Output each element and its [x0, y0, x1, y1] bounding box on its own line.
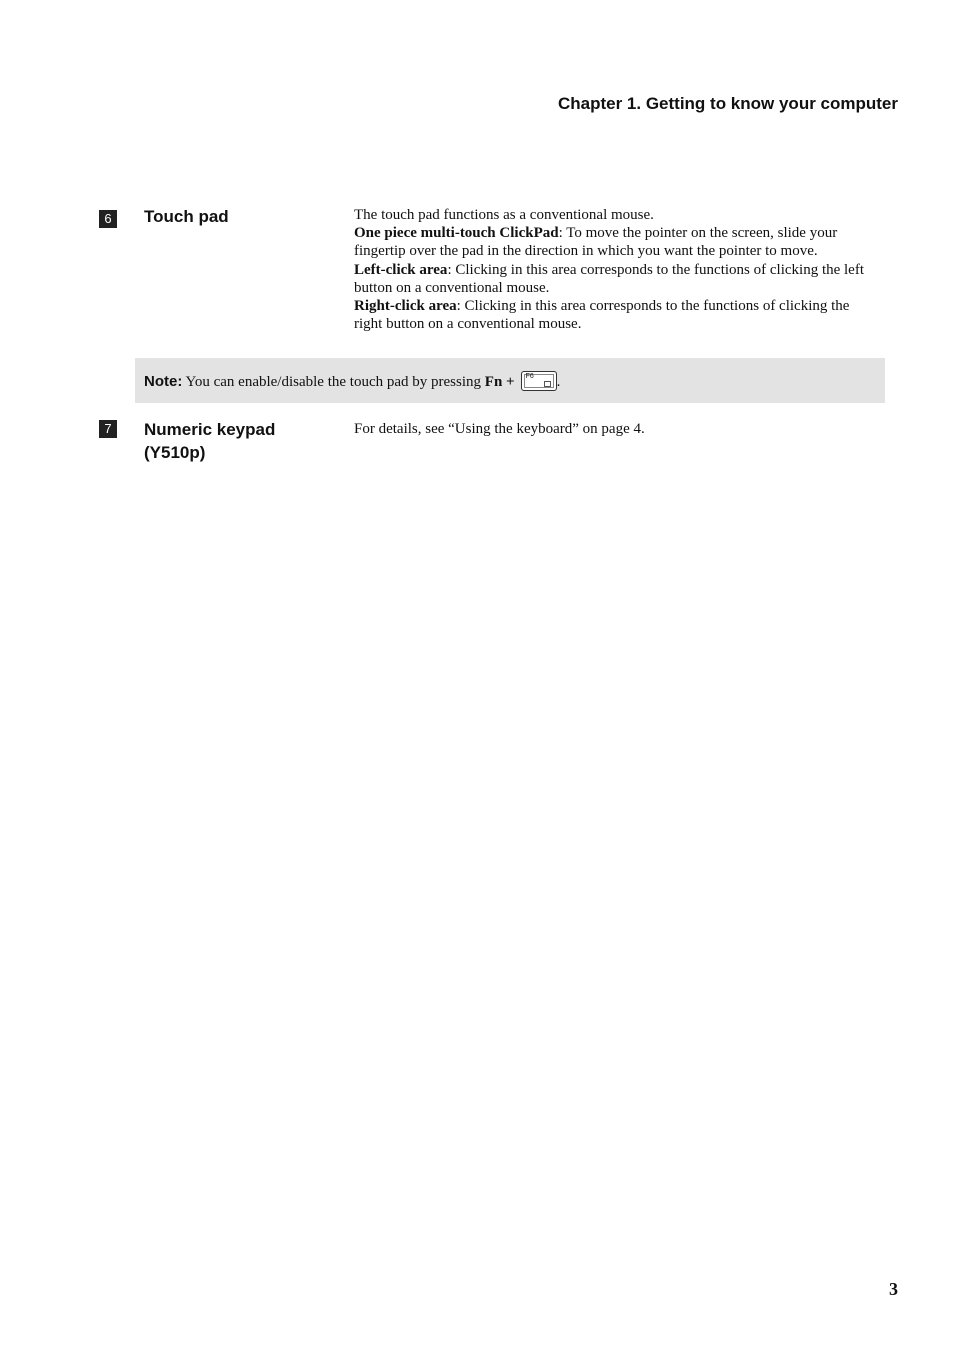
note-text — [144, 371, 560, 391]
numeric-keypad-description — [354, 420, 880, 438]
note-box — [135, 358, 885, 403]
item-title-numeric-keypad — [144, 418, 275, 464]
numeric-keypad-text: For details, see “Using the keyboard” on page 4. — [354, 421, 645, 437]
left-click-paragraph — [354, 261, 880, 297]
item-marker-7: 7 — [99, 420, 117, 438]
right-click-text: : Clicking in this area corresponds to the functions of clicking the right button on a conventional mouse. — [354, 298, 850, 333]
clickpad-text: : To move the pointer on the screen, slide your fingertip over the pad in the direction in which you want the pointer to move. — [354, 225, 838, 260]
note-keys: Fn + — [484, 374, 515, 390]
right-click-paragraph — [354, 297, 880, 333]
page-number: 3 — [889, 1279, 898, 1299]
clickpad-term: One piece multi-touch ClickPad — [354, 225, 559, 242]
f6-key-label: F6 — [525, 373, 534, 380]
clickpad-paragraph — [354, 224, 880, 260]
right-click-term: Right-click area — [354, 298, 457, 315]
touch-pad-intro: The touch pad functions as a conventional mouse. — [354, 207, 654, 223]
numeric-keypad-line1: Numeric keypad — [144, 420, 276, 439]
note-body: You can enable/disable the touch pad by pressing — [182, 374, 485, 390]
numeric-keypad-line2: (Y510p) — [144, 443, 206, 462]
item-marker-6: 6 — [99, 210, 117, 228]
note-end: . — [556, 374, 561, 390]
note-label: Note: — [144, 373, 183, 390]
chapter-header: Chapter 1. Getting to know your computer — [557, 94, 898, 113]
left-click-term: Left-click area — [354, 261, 448, 278]
item-title-touch-pad: Touch pad — [144, 207, 229, 226]
left-click-text: : Clicking in this area corresponds to the functions of clicking the left button on a conventional mouse. — [354, 261, 865, 296]
touch-pad-description — [354, 206, 880, 333]
f6-key-icon — [521, 371, 557, 391]
touchpad-icon — [544, 381, 551, 387]
